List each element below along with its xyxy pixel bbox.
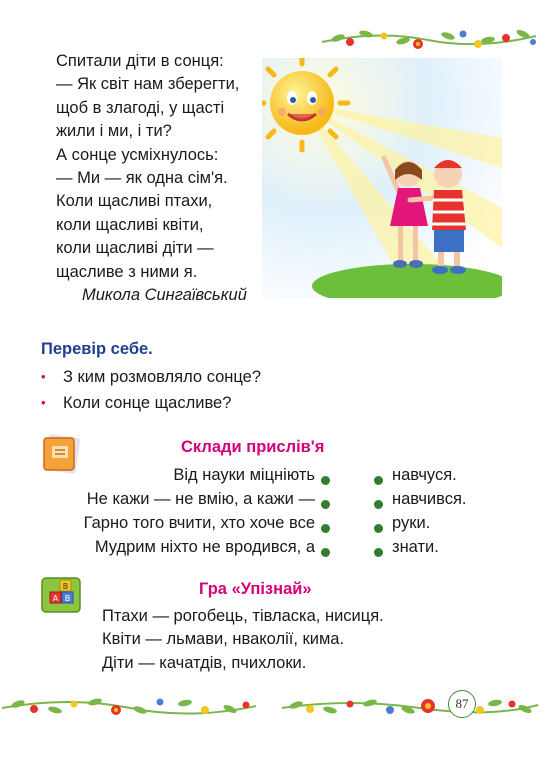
alphabet-blocks-icon <box>40 574 84 621</box>
page-number: 87 <box>448 690 476 718</box>
game-title: Гра «Упізнай» <box>199 580 312 598</box>
poem <box>56 50 271 307</box>
poem-line: — Як світ нам зберегти, <box>56 75 240 94</box>
poem-line: А сонце усміхнулось: <box>56 145 219 164</box>
proverb-right-3: руки. <box>392 514 431 532</box>
match-dot-right[interactable] <box>374 476 383 485</box>
top-floral-border <box>318 22 540 56</box>
proverb-left-1: Від науки міцніють <box>173 466 315 484</box>
proverb-right-1: навчуся. <box>392 466 457 484</box>
sun-children-illustration <box>262 58 502 298</box>
game-line: Птахи — рогобець, тівласка, нисиця. <box>102 607 384 625</box>
proverb-left-2: Не кажи — не вмію, а кажи — <box>86 490 315 508</box>
game-line: Квіти — льмави, нваколії, кима. <box>102 630 345 649</box>
game-line: Діти — качатдів, пчихлоки. <box>102 653 307 672</box>
poem-line: щоб в злагоді, у щасті <box>56 98 225 117</box>
poem-line: — Ми — як одна сім'я. <box>56 169 228 188</box>
poem-line: Коли щасливі птахи, <box>56 192 213 211</box>
match-dot-right[interactable] <box>374 548 383 557</box>
proverb-left-3: Гарно того вчити, хто хоче все <box>83 514 315 532</box>
bottom-right-floral-border <box>280 690 540 724</box>
check-yourself-title: Перевір себе. <box>41 340 153 358</box>
svg-text:A: A <box>52 594 59 603</box>
question-text: Коли сонце щасливе? <box>63 394 232 412</box>
match-dot-left[interactable] <box>321 500 330 509</box>
match-dot-right[interactable] <box>374 500 383 509</box>
svg-text:B: B <box>62 582 69 591</box>
question-text: З ким розмовляло сонце? <box>63 368 262 386</box>
poem-line: жили і ми, і ти? <box>56 122 172 141</box>
match-dot-left[interactable] <box>321 548 330 557</box>
bottom-left-floral-border <box>0 690 258 724</box>
svg-text:B: B <box>64 594 71 603</box>
poem-line: щасливе з ними я. <box>56 262 198 281</box>
game-text <box>102 605 384 675</box>
question-list <box>41 364 261 416</box>
list-item <box>41 364 261 390</box>
poem-line: Спитали діти в сонця: <box>56 52 224 70</box>
match-dot-left[interactable] <box>321 476 330 485</box>
bullet-icon: • <box>41 395 46 410</box>
proverb-right-4: знати. <box>392 538 439 556</box>
poem-line: коли щасливі діти — <box>56 239 214 258</box>
proverbs-title: Склади прислів'я <box>181 438 325 456</box>
match-dot-left[interactable] <box>321 524 330 533</box>
notebook-icon <box>40 432 82 481</box>
poem-author: Микола Сингаївський <box>82 286 247 305</box>
poem-line: коли щасливі квіти, <box>56 215 204 234</box>
bullet-icon: • <box>41 369 46 384</box>
match-dot-right[interactable] <box>374 524 383 533</box>
proverb-right-2: навчився. <box>392 490 467 508</box>
proverb-left-4: Мудрим ніхто не вродився, а <box>94 538 315 556</box>
list-item <box>41 390 261 416</box>
